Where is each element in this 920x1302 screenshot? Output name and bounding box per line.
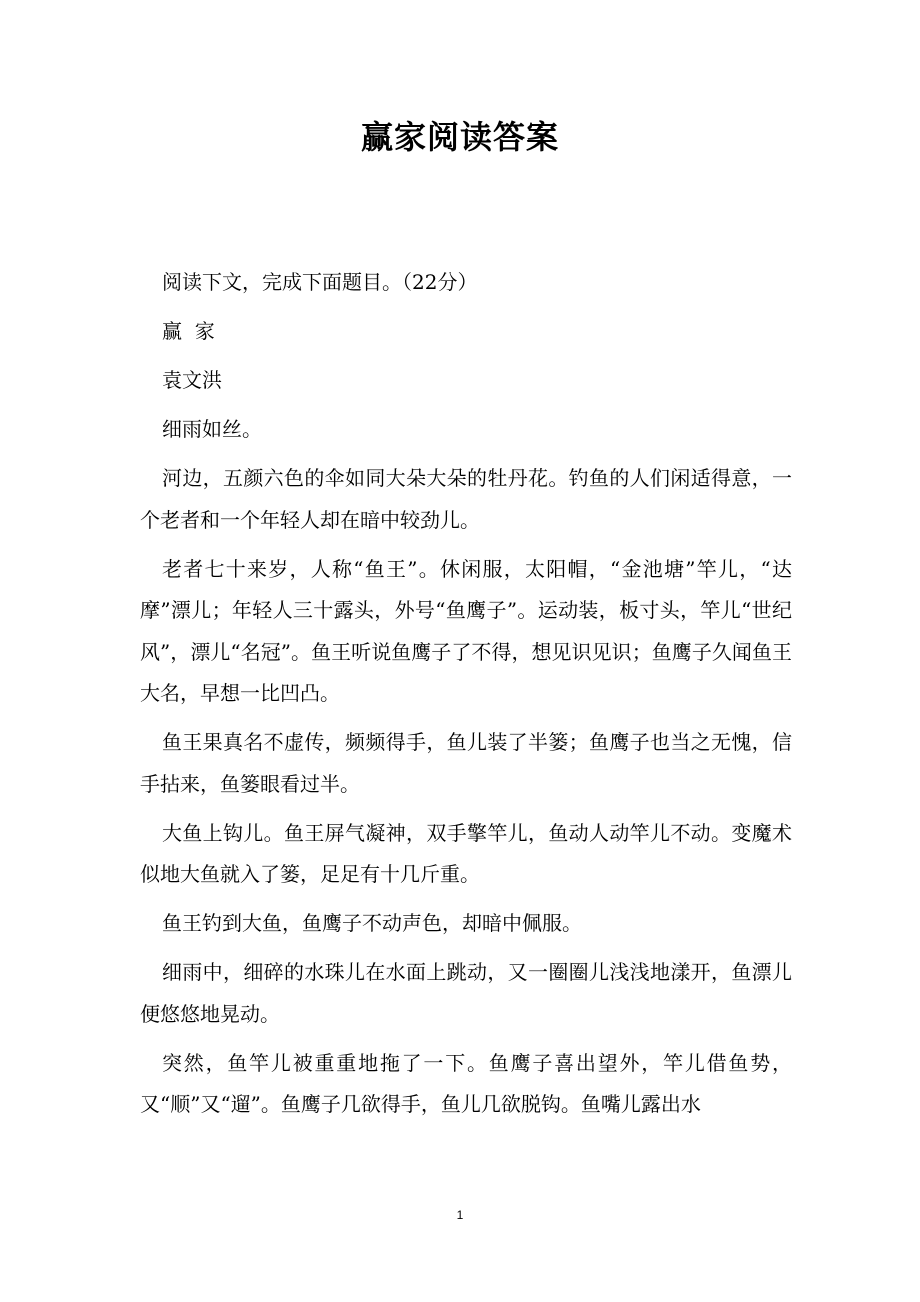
document-title: 赢家阅读答案 xyxy=(360,118,559,156)
paragraph: 河边，五颜六色的伞如同大朵大朵的牡丹花。钓鱼的人们闲适得意，一个老者和一个年轻人却在暗中较劲儿。 xyxy=(140,466,792,532)
paragraph: 鱼王果真名不虚传，频频得手，鱼儿装了半篓；鱼鹰子也当之无愧，信手拈来，鱼篓眼看过半。 xyxy=(140,730,792,796)
page-number: 1 xyxy=(456,1208,464,1222)
paragraph: 大鱼上钩儿。鱼王屏气凝神，双手擎竿儿，鱼动人动竿儿不动。变魔术似地大鱼就入了篓，足足有十几斤重。 xyxy=(140,820,792,886)
story-author: 袁文洪 xyxy=(162,368,222,392)
paragraph: 鱼王钓到大鱼，鱼鹰子不动声色，却暗中佩服。 xyxy=(162,911,582,935)
paragraph: 细雨如丝。 xyxy=(162,417,262,441)
paragraph: 老者七十来岁，人称“鱼王”。休闲服，太阳帽，“金池塘”竿儿，“达摩”漂儿；年轻人三十露头，外号“鱼鹰子”。运动装，板寸头，竿儿“世纪风”，漂儿“名冠”。鱼王听说鱼鹰子了不得，想见识见识；鱼鹰子久闻鱼王大名，早想一比凹凸。 xyxy=(140,556,792,705)
paragraph: 细雨中，细碎的水珠儿在水面上跳动，又一圈圈儿浅浅地漾开，鱼漂儿便悠悠地晃动。 xyxy=(140,960,792,1026)
paragraph-instructions: 阅读下文，完成下面题目。（22分） xyxy=(162,270,478,294)
story-title: 赢 家 xyxy=(162,319,215,343)
paragraph: 突然，鱼竿儿被重重地拖了一下。鱼鹰子喜出望外，竿儿借鱼势，又“顺”又“遛”。鱼鹰子几欲得手，鱼儿几欲脱钩。鱼嘴儿露出水 xyxy=(140,1050,792,1116)
document-body xyxy=(140,262,792,1133)
